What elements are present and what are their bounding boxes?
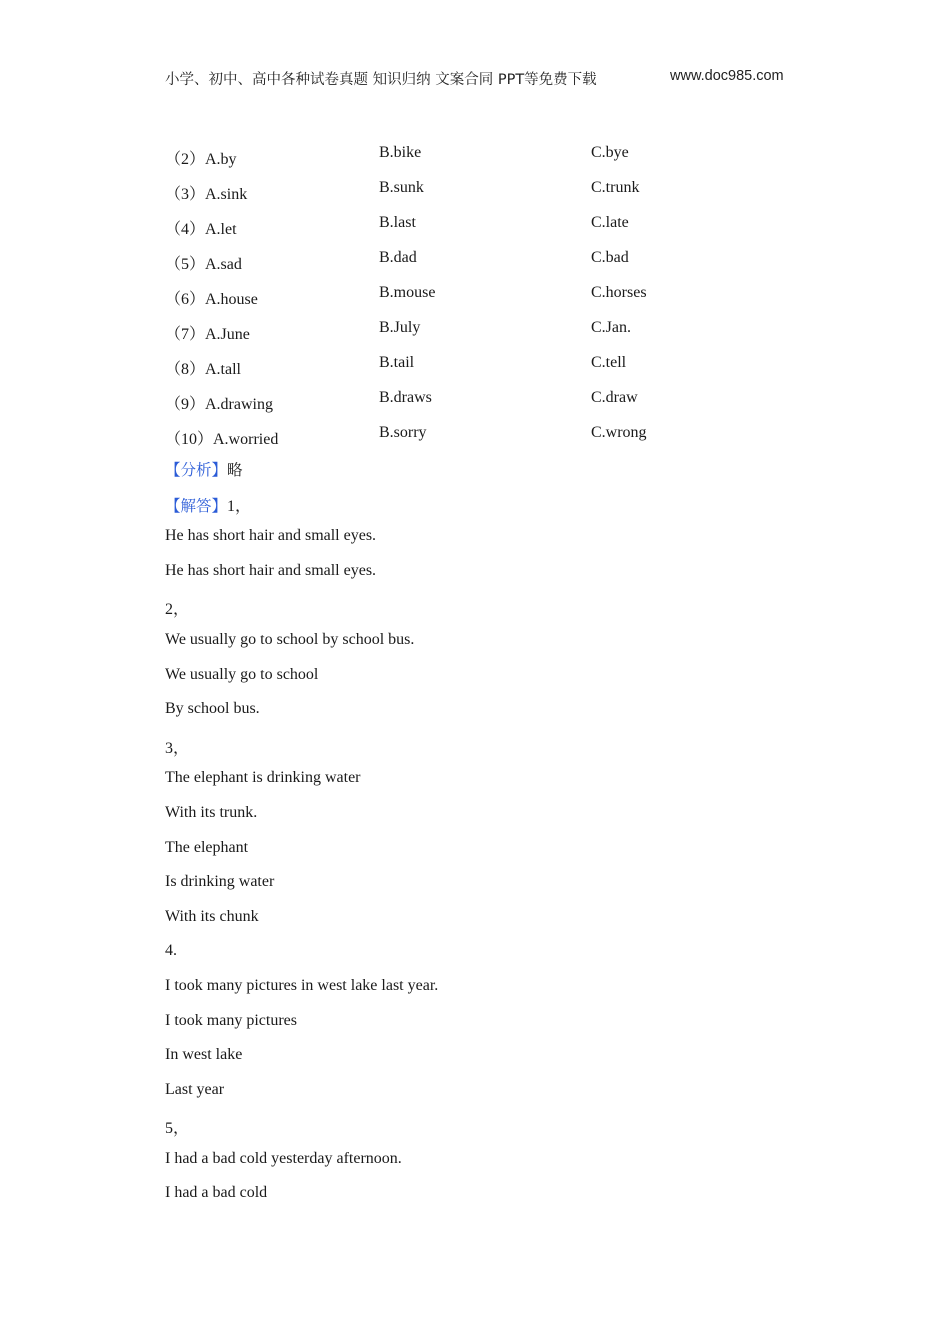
option-row [165,283,785,318]
option-b: B.July [379,319,421,336]
answer-text: 1， [227,497,252,515]
answer-line [165,493,785,528]
option-a: （8）A.tall [165,361,241,378]
text-line: 5， [165,1120,190,1138]
text-line: By school bus. [165,700,260,718]
text-line: I had a bad cold [165,1184,268,1202]
option-a: （9）A.drawing [165,396,273,413]
analysis-text: 略 [227,461,243,479]
option-b: B.bike [379,144,422,161]
text-line: In west lake [165,1046,243,1064]
answer-tag: 【解答】 [165,496,228,515]
option-c: C.bye [591,144,629,161]
option-b: B.dad [379,249,417,266]
option-row [165,143,785,178]
option-a: （4）A.let [165,221,237,238]
option-b: B.sorry [379,424,427,441]
option-a: （6）A.house [165,291,258,308]
option-a: （2）A.by [165,151,237,168]
header-url[interactable]: www.doc985.com [670,68,784,84]
header-text: 小学、初中、高中各种试卷真题 知识归纳 文案合同 PPT等免费下载 [165,72,597,88]
text-line: With its chunk [165,907,259,925]
option-a: （3）A.sink [165,186,248,203]
option-c: C.late [591,214,629,231]
option-row [165,213,785,248]
option-a: （7）A.June [165,326,250,343]
option-a: （5）A.sad [165,256,242,273]
text-line: With its trunk. [165,803,258,821]
text-line: The elephant [165,838,249,856]
answer-section [165,458,785,1219]
analysis-line [165,458,785,493]
option-b: B.sunk [379,179,424,196]
text-line: The elephant is drinking water [165,769,361,787]
text-line: We usually go to school by school bus. [165,630,415,648]
text-line: 2， [165,601,190,619]
option-c: C.wrong [591,424,647,441]
analysis-tag: 【分析】 [165,461,228,479]
option-row [165,248,785,283]
text-line: 3， [165,739,190,757]
text-line: I took many pictures in west lake last year. [165,976,439,994]
option-c: C.trunk [591,179,640,196]
option-row [165,353,785,388]
text-line: He has short hair and small eyes. [165,561,377,579]
option-a: （10）A.worried [165,431,279,448]
text-line: I took many pictures [165,1011,297,1029]
option-c: C.bad [591,249,629,266]
option-c: C.horses [591,284,647,301]
text-line: 4. [165,942,177,960]
option-c: C.Jan. [591,319,631,336]
option-c: C.draw [591,389,638,406]
option-b: B.mouse [379,284,436,301]
option-c: C.tell [591,354,627,371]
text-line: He has short hair and small eyes. [165,527,377,545]
option-b: B.tail [379,354,415,371]
text-line: I had a bad cold yesterday afternoon. [165,1149,402,1167]
option-row [165,388,785,423]
option-row [165,423,785,458]
option-b: B.last [379,214,416,231]
text-line: Last year [165,1080,225,1098]
page-header [165,68,784,89]
option-row [165,178,785,213]
options-list [165,143,785,458]
option-row [165,318,785,353]
text-line: We usually go to school [165,665,319,683]
option-b: B.draws [379,389,432,406]
text-line: Is drinking water [165,873,275,891]
